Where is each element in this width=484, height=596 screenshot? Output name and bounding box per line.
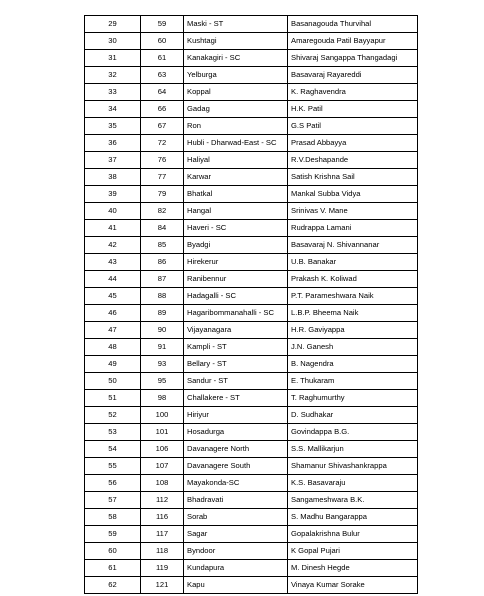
candidate-name-cell: T. Raghumurthy [288, 390, 418, 407]
constituency-number-cell: 85 [141, 237, 184, 254]
table-row [85, 475, 418, 492]
table-row [85, 67, 418, 84]
table-row [85, 356, 418, 373]
table-row [85, 203, 418, 220]
candidate-name-cell: Mankal Subba Vidya [288, 186, 418, 203]
constituency-number-cell: 60 [141, 33, 184, 50]
constituency-name-cell: Hadagalli - SC [184, 288, 288, 305]
constituency-name-cell: Hagaribommanahalli - SC [184, 305, 288, 322]
serial-number-cell: 52 [85, 407, 141, 424]
table-row [85, 492, 418, 509]
constituency-number-cell: 106 [141, 441, 184, 458]
candidate-name-cell: Rudrappa Lamani [288, 220, 418, 237]
table-row [85, 509, 418, 526]
serial-number-cell: 31 [85, 50, 141, 67]
serial-number-cell: 29 [85, 16, 141, 33]
serial-number-cell: 43 [85, 254, 141, 271]
candidate-name-cell: R.V.Deshapande [288, 152, 418, 169]
constituency-number-cell: 112 [141, 492, 184, 509]
constituency-number-cell: 77 [141, 169, 184, 186]
serial-number-cell: 32 [85, 67, 141, 84]
table-row [85, 390, 418, 407]
constituency-name-cell: Davanagere North [184, 441, 288, 458]
constituency-name-cell: Hubli - Dharwad-East - SC [184, 135, 288, 152]
constituency-name-cell: Byadgi [184, 237, 288, 254]
serial-number-cell: 39 [85, 186, 141, 203]
serial-number-cell: 50 [85, 373, 141, 390]
table-row [85, 254, 418, 271]
constituency-name-cell: Kushtagi [184, 33, 288, 50]
serial-number-cell: 61 [85, 560, 141, 577]
candidate-name-cell: S.S. Mallikarjun [288, 441, 418, 458]
constituency-number-cell: 86 [141, 254, 184, 271]
table-row [85, 560, 418, 577]
candidate-name-cell: Satish Krishna Sail [288, 169, 418, 186]
serial-number-cell: 60 [85, 543, 141, 560]
table-row [85, 186, 418, 203]
serial-number-cell: 58 [85, 509, 141, 526]
candidate-name-cell: H.K. Patil [288, 101, 418, 118]
candidate-name-cell: Basavaraj N. Shivannanar [288, 237, 418, 254]
constituency-number-cell: 59 [141, 16, 184, 33]
candidate-name-cell: H.R. Gaviyappa [288, 322, 418, 339]
serial-number-cell: 49 [85, 356, 141, 373]
constituency-name-cell: Hangal [184, 203, 288, 220]
table-row [85, 407, 418, 424]
candidate-name-cell: J.N. Ganesh [288, 339, 418, 356]
constituency-name-cell: Maski - ST [184, 16, 288, 33]
serial-number-cell: 44 [85, 271, 141, 288]
constituency-name-cell: Bhadravati [184, 492, 288, 509]
constituency-name-cell: Byndoor [184, 543, 288, 560]
serial-number-cell: 57 [85, 492, 141, 509]
constituency-number-cell: 121 [141, 577, 184, 594]
constituency-number-cell: 82 [141, 203, 184, 220]
table-row [85, 101, 418, 118]
table-row [85, 339, 418, 356]
constituency-name-cell: Gadag [184, 101, 288, 118]
constituency-number-cell: 64 [141, 84, 184, 101]
constituency-number-cell: 91 [141, 339, 184, 356]
candidate-list-table [84, 15, 418, 594]
table-row [85, 288, 418, 305]
serial-number-cell: 55 [85, 458, 141, 475]
candidate-name-cell: D. Sudhakar [288, 407, 418, 424]
constituency-name-cell: Hirekerur [184, 254, 288, 271]
constituency-name-cell: Kapu [184, 577, 288, 594]
candidate-name-cell: K Gopal Pujari [288, 543, 418, 560]
constituency-number-cell: 84 [141, 220, 184, 237]
serial-number-cell: 35 [85, 118, 141, 135]
candidate-name-cell: K. Raghavendra [288, 84, 418, 101]
serial-number-cell: 62 [85, 577, 141, 594]
serial-number-cell: 46 [85, 305, 141, 322]
serial-number-cell: 51 [85, 390, 141, 407]
table-row [85, 441, 418, 458]
constituency-name-cell: Bellary - ST [184, 356, 288, 373]
serial-number-cell: 33 [85, 84, 141, 101]
candidate-name-cell: Vinaya Kumar Sorake [288, 577, 418, 594]
constituency-name-cell: Kundapura [184, 560, 288, 577]
serial-number-cell: 54 [85, 441, 141, 458]
constituency-name-cell: Vijayanagara [184, 322, 288, 339]
serial-number-cell: 53 [85, 424, 141, 441]
constituency-name-cell: Yelburga [184, 67, 288, 84]
table-row [85, 322, 418, 339]
table-row [85, 271, 418, 288]
constituency-name-cell: Challakere - ST [184, 390, 288, 407]
serial-number-cell: 41 [85, 220, 141, 237]
table-body [85, 16, 418, 594]
constituency-name-cell: Kampli - ST [184, 339, 288, 356]
constituency-name-cell: Hiriyur [184, 407, 288, 424]
constituency-number-cell: 88 [141, 288, 184, 305]
serial-number-cell: 48 [85, 339, 141, 356]
constituency-number-cell: 116 [141, 509, 184, 526]
table-row [85, 118, 418, 135]
table-row [85, 577, 418, 594]
candidate-name-cell: Amaregouda Patil Bayyapur [288, 33, 418, 50]
table-row [85, 33, 418, 50]
candidate-name-cell: L.B.P. Bheema Naik [288, 305, 418, 322]
constituency-name-cell: Karwar [184, 169, 288, 186]
constituency-number-cell: 93 [141, 356, 184, 373]
constituency-name-cell: Ranibennur [184, 271, 288, 288]
candidate-name-cell: U.B. Banakar [288, 254, 418, 271]
candidate-name-cell: Prakash K. Koliwad [288, 271, 418, 288]
serial-number-cell: 42 [85, 237, 141, 254]
candidate-name-cell: P.T. Parameshwara Naik [288, 288, 418, 305]
constituency-number-cell: 89 [141, 305, 184, 322]
constituency-number-cell: 87 [141, 271, 184, 288]
table-row [85, 458, 418, 475]
table-row [85, 152, 418, 169]
table-row [85, 220, 418, 237]
candidate-name-cell: Basanagouda Thurvihal [288, 16, 418, 33]
constituency-number-cell: 101 [141, 424, 184, 441]
candidate-name-cell: M. Dinesh Hegde [288, 560, 418, 577]
table-row [85, 373, 418, 390]
table-row [85, 135, 418, 152]
constituency-number-cell: 63 [141, 67, 184, 84]
table-row [85, 526, 418, 543]
constituency-name-cell: Bhatkal [184, 186, 288, 203]
constituency-number-cell: 118 [141, 543, 184, 560]
candidate-name-cell: S. Madhu Bangarappa [288, 509, 418, 526]
candidate-name-cell: Srinivas V. Mane [288, 203, 418, 220]
serial-number-cell: 36 [85, 135, 141, 152]
serial-number-cell: 56 [85, 475, 141, 492]
constituency-name-cell: Kanakagiri - SC [184, 50, 288, 67]
table-row [85, 305, 418, 322]
constituency-number-cell: 117 [141, 526, 184, 543]
constituency-number-cell: 67 [141, 118, 184, 135]
constituency-number-cell: 119 [141, 560, 184, 577]
serial-number-cell: 59 [85, 526, 141, 543]
candidate-name-cell: Govindappa B.G. [288, 424, 418, 441]
constituency-number-cell: 107 [141, 458, 184, 475]
constituency-name-cell: Sagar [184, 526, 288, 543]
constituency-number-cell: 108 [141, 475, 184, 492]
constituency-number-cell: 95 [141, 373, 184, 390]
constituency-name-cell: Sandur - ST [184, 373, 288, 390]
candidate-name-cell: Prasad Abbayya [288, 135, 418, 152]
candidate-name-cell: K.S. Basavaraju [288, 475, 418, 492]
table-row [85, 424, 418, 441]
constituency-number-cell: 100 [141, 407, 184, 424]
constituency-name-cell: Davanagere South [184, 458, 288, 475]
table-row [85, 84, 418, 101]
serial-number-cell: 30 [85, 33, 141, 50]
constituency-number-cell: 76 [141, 152, 184, 169]
table-row [85, 16, 418, 33]
candidate-name-cell: Basavaraj Rayareddi [288, 67, 418, 84]
table-row [85, 543, 418, 560]
constituency-name-cell: Sorab [184, 509, 288, 526]
constituency-name-cell: Mayakonda-SC [184, 475, 288, 492]
constituency-number-cell: 90 [141, 322, 184, 339]
candidate-name-cell: B. Nagendra [288, 356, 418, 373]
constituency-number-cell: 79 [141, 186, 184, 203]
serial-number-cell: 34 [85, 101, 141, 118]
candidate-name-cell: Shamanur Shivashankrappa [288, 458, 418, 475]
constituency-number-cell: 72 [141, 135, 184, 152]
serial-number-cell: 40 [85, 203, 141, 220]
table-row [85, 169, 418, 186]
constituency-name-cell: Hosadurga [184, 424, 288, 441]
candidate-name-cell: E. Thukaram [288, 373, 418, 390]
serial-number-cell: 47 [85, 322, 141, 339]
constituency-name-cell: Koppal [184, 84, 288, 101]
constituency-number-cell: 61 [141, 50, 184, 67]
table-row [85, 50, 418, 67]
serial-number-cell: 45 [85, 288, 141, 305]
candidate-name-cell: G.S Patil [288, 118, 418, 135]
constituency-name-cell: Haveri - SC [184, 220, 288, 237]
candidate-name-cell: Shivaraj Sangappa Thangadagi [288, 50, 418, 67]
candidate-name-cell: Gopalakrishna Bulur [288, 526, 418, 543]
candidate-name-cell: Sangameshwara B.K. [288, 492, 418, 509]
serial-number-cell: 37 [85, 152, 141, 169]
constituency-number-cell: 66 [141, 101, 184, 118]
table-row [85, 237, 418, 254]
serial-number-cell: 38 [85, 169, 141, 186]
constituency-name-cell: Ron [184, 118, 288, 135]
constituency-name-cell: Haliyal [184, 152, 288, 169]
constituency-number-cell: 98 [141, 390, 184, 407]
